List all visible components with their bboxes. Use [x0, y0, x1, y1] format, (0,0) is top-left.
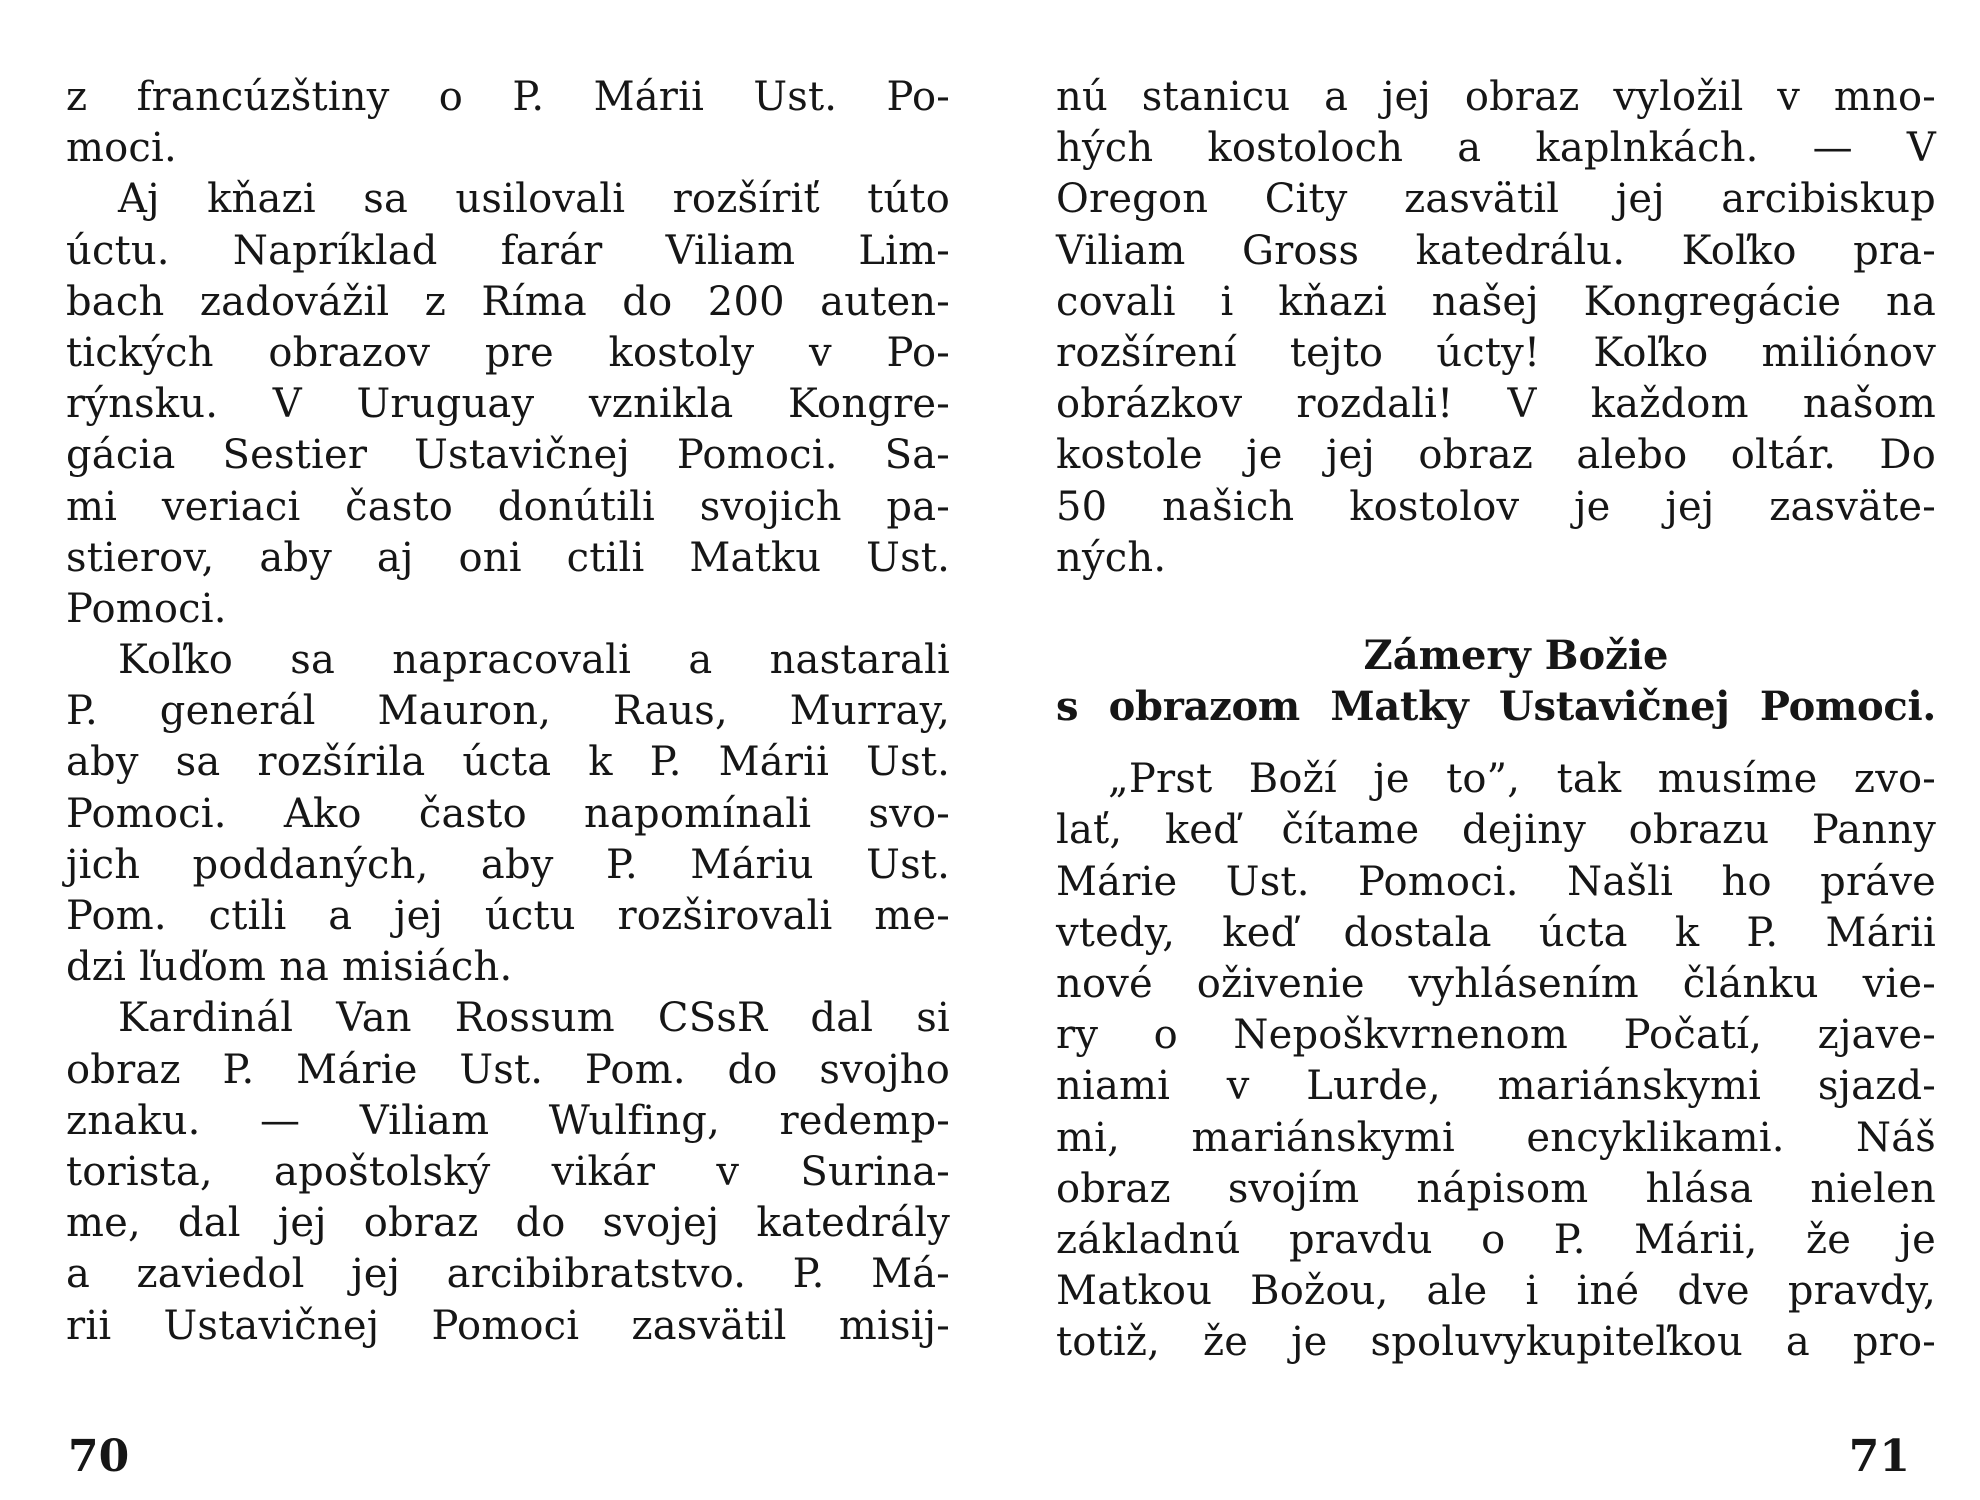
- right-paragraph-main: [1056, 754, 1936, 1368]
- text-line: rii Ustavičnej Pomoci zasvätil misij-: [66, 1302, 950, 1349]
- text-line: moci.: [66, 125, 177, 172]
- right-text-column: [1056, 72, 1936, 1369]
- text-line: z francúzštiny o P. Márii Ust. Po-: [66, 74, 950, 120]
- text-line: lať, keď čítame dejiny obrazu Panny: [1056, 807, 1936, 854]
- left-text-column: [66, 72, 950, 1352]
- text-line: Matkou Božou, ale i iné dve pravdy,: [1056, 1268, 1936, 1315]
- text-line: obraz P. Márie Ust. Pom. do svojho: [66, 1046, 950, 1093]
- text-line: vtedy, keď dostala úcta k P. Márii: [1056, 909, 1936, 956]
- text-line: mi, mariánskymi encyklikami. Náš: [1056, 1114, 1936, 1161]
- text-line: úctu. Napríklad farár Viliam Lim-: [66, 227, 950, 274]
- text-line: me, dal jej obraz do svojej katedrály: [66, 1200, 950, 1247]
- text-line: gácia Sestier Ustavičnej Pomoci. Sa-: [66, 432, 950, 479]
- text-line: niami v Lurde, mariánskymi sjazd-: [1056, 1063, 1936, 1110]
- section-heading-line-1: Zámery Božie: [1363, 631, 1669, 679]
- text-line: totiž, že je spoluvykupiteľkou a pro-: [1056, 1319, 1936, 1366]
- text-line: Márie Ust. Pomoci. Našli ho práve: [1056, 858, 1936, 905]
- text-line: Pom. ctili a jej úctu rozširovali me-: [66, 893, 950, 939]
- text-line: nové oživenie vyhlásením článku vie-: [1056, 961, 1936, 1007]
- text-line: Oregon City zasvätil jej arcibiskup: [1056, 176, 1936, 223]
- text-line: rozšírení tejto úcty! Koľko miliónov: [1056, 329, 1936, 376]
- text-line: obraz svojím nápisom hlása nielen: [1056, 1165, 1936, 1212]
- text-line: Viliam Gross katedrálu. Koľko pra-: [1056, 227, 1936, 274]
- text-line: Pomoci. Ako často napomínali svo-: [66, 790, 950, 837]
- text-line: Aj kňazi sa usilovali rozšíriť túto: [118, 176, 950, 223]
- text-line: jich poddaných, aby P. Máriu Ust.: [66, 841, 950, 888]
- text-line: Kardinál Van Rossum CSsR dal si: [118, 995, 950, 1042]
- text-line: mi veriaci často donútili svojich pa-: [66, 483, 950, 530]
- right-paragraph-continued: [1056, 72, 1936, 584]
- section-heading-line-2: s obrazom Matky Ustavičnej Pomoci.: [1056, 683, 1936, 731]
- text-line: „Prst Boží je to”, tak musíme zvo-: [1108, 756, 1936, 803]
- text-line: Koľko sa napracovali a nastarali: [118, 637, 950, 684]
- left-page-number: 70: [68, 1431, 130, 1482]
- text-line: tických obrazov pre kostoly v Po-: [66, 329, 950, 376]
- text-line: aby sa rozšírila úcta k P. Márii Ust.: [66, 739, 950, 786]
- text-line: základnú pravdu o P. Márii, že je: [1056, 1216, 1936, 1263]
- text-line: covali i kňazi našej Kongregácie na: [1056, 278, 1936, 325]
- right-page-number: 71: [1848, 1431, 1910, 1482]
- text-line: torista, apoštolský vikár v Surina-: [66, 1148, 950, 1195]
- text-line: P. generál Mauron, Raus, Murray,: [66, 688, 950, 735]
- text-line: stierov, aby aj oni ctili Matku Ust.: [66, 534, 950, 581]
- text-line: ných.: [1056, 534, 1167, 581]
- text-line: ry o Nepoškvrnenom Počatí, zjave-: [1056, 1012, 1936, 1059]
- text-line: znaku. — Viliam Wulfing, redemp-: [66, 1097, 950, 1144]
- text-line: Pomoci.: [66, 585, 227, 632]
- text-line: dzi ľuďom na misiách.: [66, 944, 513, 991]
- text-line: obrázkov rozdali! V každom našom: [1056, 381, 1936, 428]
- text-line: nú stanicu a jej obraz vyložil v mno-: [1056, 74, 1936, 120]
- right-page: [990, 0, 1980, 1500]
- text-line: a zaviedol jej arcibibratstvo. P. Má-: [66, 1251, 950, 1298]
- text-line: 50 našich kostolov je jej zasväte-: [1056, 483, 1936, 530]
- text-line: bach zadovážil z Ríma do 200 auten-: [66, 278, 950, 325]
- text-line: kostole je jej obraz alebo oltár. Do: [1056, 432, 1936, 479]
- text-line: rýnsku. V Uruguay vznikla Kongre-: [66, 381, 950, 428]
- text-line: hých kostoloch a kaplnkách. — V: [1056, 125, 1936, 172]
